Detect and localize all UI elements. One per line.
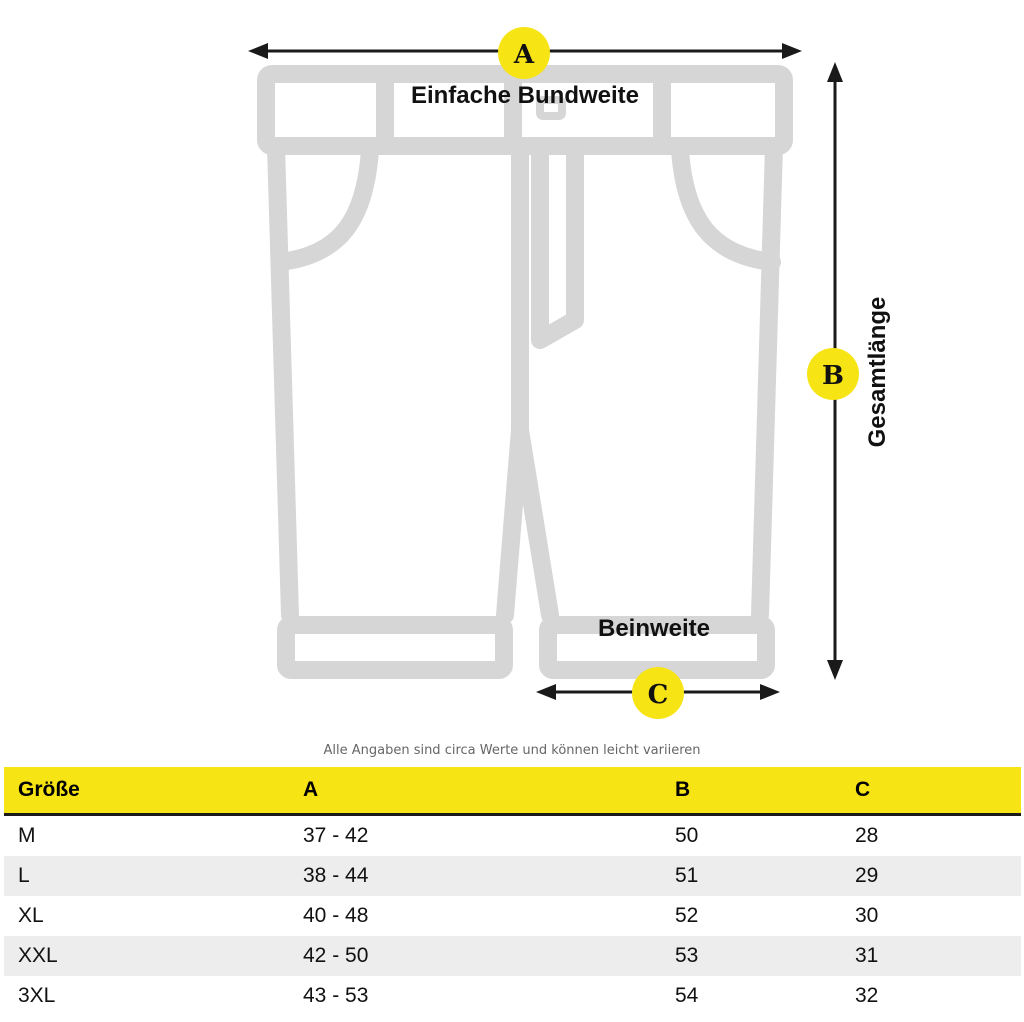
cell-a: 42 - 50	[289, 936, 661, 976]
size-table	[4, 767, 1021, 1016]
badge-b-label: B	[822, 361, 844, 391]
header-c: C	[841, 767, 1021, 815]
cell-a: 43 - 53	[289, 976, 661, 1016]
badge-c-label: C	[647, 680, 669, 710]
cell-c: 29	[841, 856, 1021, 896]
table-header-row	[4, 767, 1021, 815]
cell-b: 54	[661, 976, 841, 1016]
length-label: Gesamtlänge	[864, 296, 891, 448]
badge-b	[807, 348, 859, 400]
cell-a: 38 - 44	[289, 856, 661, 896]
disclaimer-note: Alle Angaben sind circa Werte und können leicht variieren	[323, 743, 701, 758]
badge-c	[632, 667, 684, 719]
cell-c: 30	[841, 896, 1021, 936]
cell-c: 32	[841, 976, 1021, 1016]
table-row	[4, 936, 1021, 976]
badge-a-label: A	[513, 40, 535, 70]
table-row	[4, 976, 1021, 1016]
cell-a: 37 - 42	[289, 815, 661, 857]
header-b: B	[661, 767, 841, 815]
cell-size: XXL	[4, 936, 289, 976]
table-row	[4, 896, 1021, 936]
cell-b: 51	[661, 856, 841, 896]
cell-b: 50	[661, 815, 841, 857]
header-a: A	[289, 767, 661, 815]
cell-c: 31	[841, 936, 1021, 976]
cell-c: 28	[841, 815, 1021, 857]
table-row	[4, 856, 1021, 896]
cell-size: L	[4, 856, 289, 896]
cell-b: 53	[661, 936, 841, 976]
cell-a: 40 - 48	[289, 896, 661, 936]
header-size: Größe	[4, 767, 289, 815]
cell-b: 52	[661, 896, 841, 936]
cell-size: M	[4, 815, 289, 857]
waist-label: Einfache Bundweite	[410, 82, 640, 109]
badge-a	[498, 27, 550, 79]
shorts-outline	[266, 74, 784, 670]
cell-size: XL	[4, 896, 289, 936]
leg-label: Beinweite	[597, 615, 711, 642]
cell-size: 3XL	[4, 976, 289, 1016]
table-row	[4, 815, 1021, 857]
